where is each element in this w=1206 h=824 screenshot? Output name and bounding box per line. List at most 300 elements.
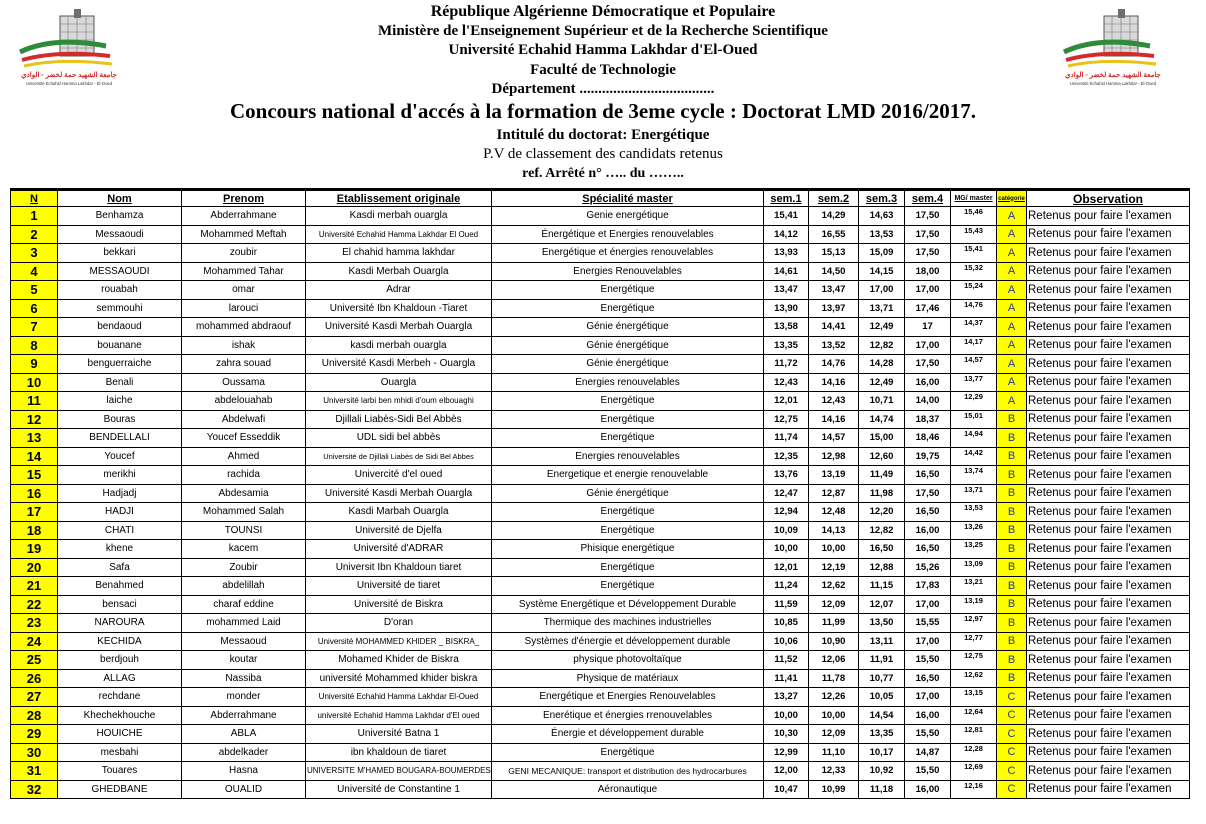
etablissement-cell: Mohamed Khider de Biskra [306, 651, 492, 670]
sem2-cell: 14,41 [809, 318, 859, 337]
ref-line: ref. Arrêté n° ….. du …….. [522, 166, 684, 181]
sem4-cell: 17 [905, 318, 951, 337]
observation-cell: Retenus pour faire l'examen [1027, 336, 1190, 355]
specialite-cell: Energétique [492, 281, 764, 300]
rank-cell: 25 [11, 651, 58, 670]
nom-cell: bouanane [58, 336, 182, 355]
rank-cell: 8 [11, 336, 58, 355]
prenom-cell: Nassiba [182, 669, 306, 688]
rank-cell: 21 [11, 577, 58, 596]
nom-cell: laiche [58, 392, 182, 411]
mg-master-cell: 13,74 [951, 466, 997, 485]
nom-cell: semmouhi [58, 299, 182, 318]
rank-cell: 15 [11, 466, 58, 485]
nom-cell: GHEDBANE [58, 780, 182, 799]
categorie-cell: B [997, 503, 1027, 522]
rank-cell: 13 [11, 429, 58, 448]
categorie-cell: B [997, 577, 1027, 596]
sem4-cell: 17,50 [905, 484, 951, 503]
sem1-cell: 10,47 [764, 780, 809, 799]
rank-cell: 20 [11, 558, 58, 577]
nom-cell: ALLAG [58, 669, 182, 688]
table-row [11, 762, 1190, 781]
sem1-cell: 13,27 [764, 688, 809, 707]
sem4-cell: 18,00 [905, 262, 951, 281]
etablissement-cell: Univercité d'el oued [306, 466, 492, 485]
sem2-cell: 15,13 [809, 244, 859, 263]
university-title: Université Echahid Hamma Lakhdar d'El-Oued [448, 42, 758, 58]
rank-cell: 23 [11, 614, 58, 633]
prenom-cell: Oussama [182, 373, 306, 392]
mg-master-cell: 12,97 [951, 614, 997, 633]
table-row [11, 614, 1190, 633]
table-row [11, 392, 1190, 411]
mg-master-cell: 13,71 [951, 484, 997, 503]
pv-title: P.V de classement des candidats retenus [483, 146, 723, 162]
prenom-cell: Ahmed [182, 447, 306, 466]
observation-cell: Retenus pour faire l'examen [1027, 466, 1190, 485]
sem1-cell: 13,58 [764, 318, 809, 337]
etablissement-cell: Université de Djelfa [306, 521, 492, 540]
etablissement-cell: Université de Biskra [306, 595, 492, 614]
sem3-cell: 12,82 [859, 336, 905, 355]
etablissement-cell: Université Batna 1 [306, 725, 492, 744]
mg-master-cell: 14,17 [951, 336, 997, 355]
sem4-cell: 17,46 [905, 299, 951, 318]
table-row [11, 725, 1190, 744]
sem2-cell: 10,00 [809, 706, 859, 725]
sem3-cell: 14,28 [859, 355, 905, 374]
sem1-cell: 13,90 [764, 299, 809, 318]
nom-cell: mesbahi [58, 743, 182, 762]
specialite-cell: Energetique et energie renouvelable [492, 466, 764, 485]
specialite-cell: Energétique [492, 410, 764, 429]
sem3-cell: 11,91 [859, 651, 905, 670]
nom-cell: Youcef [58, 447, 182, 466]
table-row [11, 632, 1190, 651]
observation-cell: Retenus pour faire l'examen [1027, 244, 1190, 263]
prenom-cell: Abderrahmane [182, 706, 306, 725]
mg-master-cell: 14,57 [951, 355, 997, 374]
specialite-cell: Génie énergétique [492, 336, 764, 355]
prenom-cell: ABLA [182, 725, 306, 744]
specialite-cell: Systèmes d'énergie et développement durable [492, 632, 764, 651]
sem1-cell: 13,76 [764, 466, 809, 485]
sem1-cell: 11,74 [764, 429, 809, 448]
sem4-cell: 17,50 [905, 244, 951, 263]
sem1-cell: 13,93 [764, 244, 809, 263]
sem2-cell: 14,16 [809, 373, 859, 392]
sem3-cell: 13,11 [859, 632, 905, 651]
rank-cell: 9 [11, 355, 58, 374]
rank-cell: 17 [11, 503, 58, 522]
sem1-cell: 11,24 [764, 577, 809, 596]
ministry-title: Ministère de l'Enseignement Supérieur et de la Recherche Scientifique [378, 23, 828, 39]
sem1-cell: 12,43 [764, 373, 809, 392]
specialite-cell: Energétique [492, 743, 764, 762]
sem1-cell: 14,12 [764, 225, 809, 244]
sem4-cell: 16,50 [905, 540, 951, 559]
col-header-mg-master: MG/ master [951, 190, 997, 207]
categorie-cell: B [997, 614, 1027, 633]
sem2-cell: 14,57 [809, 429, 859, 448]
table-row [11, 484, 1190, 503]
sem1-cell: 15,41 [764, 207, 809, 226]
rank-cell: 14 [11, 447, 58, 466]
nom-cell: HADJI [58, 503, 182, 522]
sem2-cell: 13,97 [809, 299, 859, 318]
sem3-cell: 17,00 [859, 281, 905, 300]
observation-cell: Retenus pour faire l'examen [1027, 299, 1190, 318]
specialite-cell: Aéronautique [492, 780, 764, 799]
sem2-cell: 12,33 [809, 762, 859, 781]
observation-cell: Retenus pour faire l'examen [1027, 225, 1190, 244]
rank-cell: 10 [11, 373, 58, 392]
categorie-cell: B [997, 410, 1027, 429]
col-header-sem1: sem.1 [764, 190, 809, 207]
observation-cell: Retenus pour faire l'examen [1027, 392, 1190, 411]
sem3-cell: 11,49 [859, 466, 905, 485]
observation-cell: Retenus pour faire l'examen [1027, 262, 1190, 281]
sem4-cell: 15,50 [905, 651, 951, 670]
etablissement-cell: D'oran [306, 614, 492, 633]
table-row [11, 521, 1190, 540]
sem2-cell: 12,48 [809, 503, 859, 522]
observation-cell: Retenus pour faire l'examen [1027, 780, 1190, 799]
faculty-title: Faculté de Technologie [530, 62, 676, 78]
rank-cell: 26 [11, 669, 58, 688]
sem1-cell: 10,00 [764, 706, 809, 725]
rank-cell: 29 [11, 725, 58, 744]
observation-cell: Retenus pour faire l'examen [1027, 669, 1190, 688]
col-header-sem2: sem.2 [809, 190, 859, 207]
prenom-cell: abdelkader [182, 743, 306, 762]
observation-cell: Retenus pour faire l'examen [1027, 725, 1190, 744]
sem4-cell: 17,00 [905, 281, 951, 300]
observation-cell: Retenus pour faire l'examen [1027, 410, 1190, 429]
specialite-cell: Système Energétique et Développement Durable [492, 595, 764, 614]
sem4-cell: 17,00 [905, 632, 951, 651]
observation-cell: Retenus pour faire l'examen [1027, 355, 1190, 374]
sem4-cell: 18,37 [905, 410, 951, 429]
table-row [11, 651, 1190, 670]
table-row [11, 207, 1190, 226]
mg-master-cell: 15,01 [951, 410, 997, 429]
mg-master-cell: 13,53 [951, 503, 997, 522]
nom-cell: HOUICHE [58, 725, 182, 744]
sem3-cell: 12,60 [859, 447, 905, 466]
specialite-cell: Energétique et Energies Renouvelables [492, 688, 764, 707]
sem3-cell: 11,98 [859, 484, 905, 503]
mg-master-cell: 13,09 [951, 558, 997, 577]
etablissement-cell: Université Kasdi Merbah Ouargla [306, 484, 492, 503]
sem1-cell: 13,35 [764, 336, 809, 355]
table-row [11, 466, 1190, 485]
categorie-cell: B [997, 651, 1027, 670]
etablissement-cell: Djillali Liabès-Sidi Bel Abbès [306, 410, 492, 429]
prenom-cell: koutar [182, 651, 306, 670]
rank-cell: 30 [11, 743, 58, 762]
table-row [11, 669, 1190, 688]
sem2-cell: 12,06 [809, 651, 859, 670]
sem3-cell: 10,05 [859, 688, 905, 707]
specialite-cell: Physique de matériaux [492, 669, 764, 688]
col-header-specialite: Spécialité master [492, 190, 764, 207]
sem4-cell: 17,00 [905, 595, 951, 614]
department-line: Département .................................... [491, 81, 715, 97]
etablissement-cell: Kasdi Marbah Ouargla [306, 503, 492, 522]
specialite-cell: Energétique [492, 299, 764, 318]
categorie-cell: B [997, 521, 1027, 540]
col-header-n: N [11, 190, 58, 207]
etablissement-cell: Université Ibn Khaldoun -Tiaret [306, 299, 492, 318]
table-row [11, 410, 1190, 429]
table-row [11, 540, 1190, 559]
prenom-cell: mohammed abdraouf [182, 318, 306, 337]
logo-arabic-text: جامعة الشهيد حمة لخضر - الوادي [21, 72, 117, 79]
logo-latin-text: Université Echahid Hamma Lakhdar - El-Oued [25, 81, 113, 86]
prenom-cell: Messaoud [182, 632, 306, 651]
sem3-cell: 13,53 [859, 225, 905, 244]
sem4-cell: 16,50 [905, 466, 951, 485]
nom-cell: Hadjadj [58, 484, 182, 503]
nom-cell: Benhamza [58, 207, 182, 226]
table-row [11, 336, 1190, 355]
specialite-cell: Genie energétique [492, 207, 764, 226]
etablissement-cell: El chahid hamma lakhdar [306, 244, 492, 263]
categorie-cell: A [997, 262, 1027, 281]
observation-cell: Retenus pour faire l'examen [1027, 743, 1190, 762]
sem1-cell: 11,52 [764, 651, 809, 670]
observation-cell: Retenus pour faire l'examen [1027, 318, 1190, 337]
sem4-cell: 16,50 [905, 669, 951, 688]
observation-cell: Retenus pour faire l'examen [1027, 632, 1190, 651]
table-row [11, 577, 1190, 596]
logo-arabic-text: جامعة الشهيد حمة لخضر - الوادي [1065, 72, 1161, 79]
categorie-cell: B [997, 429, 1027, 448]
sem3-cell: 12,88 [859, 558, 905, 577]
mg-master-cell: 12,77 [951, 632, 997, 651]
mg-master-cell: 12,62 [951, 669, 997, 688]
col-header-prenom: Prenom [182, 190, 306, 207]
specialite-cell: Energétique et énergies renouvelables [492, 244, 764, 263]
categorie-cell: B [997, 466, 1027, 485]
sem1-cell: 12,00 [764, 762, 809, 781]
nom-cell: benguerraiche [58, 355, 182, 374]
prenom-cell: Hasna [182, 762, 306, 781]
etablissement-cell: Université de Constantine 1 [306, 780, 492, 799]
sem4-cell: 14,87 [905, 743, 951, 762]
mg-master-cell: 14,94 [951, 429, 997, 448]
categorie-cell: C [997, 780, 1027, 799]
specialite-cell: Energétique [492, 558, 764, 577]
sem2-cell: 14,29 [809, 207, 859, 226]
document-title: Concours national d'accés à la formation de 3eme cycle : Doctorat LMD 2016/2017. [230, 99, 976, 123]
sem1-cell: 10,00 [764, 540, 809, 559]
sem4-cell: 17,50 [905, 225, 951, 244]
table-row [11, 244, 1190, 263]
nom-cell: Bouras [58, 410, 182, 429]
etablissement-cell: université Mohammed khider biskra [306, 669, 492, 688]
etablissement-cell: Kasdi Merbah Ouargla [306, 262, 492, 281]
nom-cell: MESSAOUDI [58, 262, 182, 281]
observation-cell: Retenus pour faire l'examen [1027, 688, 1190, 707]
categorie-cell: C [997, 688, 1027, 707]
table-row [11, 558, 1190, 577]
nom-cell: bendaoud [58, 318, 182, 337]
nom-cell: KECHIDA [58, 632, 182, 651]
categorie-cell: C [997, 743, 1027, 762]
specialite-cell: Énergie et développement durable [492, 725, 764, 744]
table-row [11, 355, 1190, 374]
specialite-cell: Energétique [492, 429, 764, 448]
observation-cell: Retenus pour faire l'examen [1027, 447, 1190, 466]
rank-cell: 32 [11, 780, 58, 799]
sem1-cell: 10,06 [764, 632, 809, 651]
etablissement-cell: Université de Djillali Liabès de Sidi Bel Abbes [306, 447, 492, 466]
sem2-cell: 14,13 [809, 521, 859, 540]
sem3-cell: 13,35 [859, 725, 905, 744]
observation-cell: Retenus pour faire l'examen [1027, 503, 1190, 522]
rank-cell: 12 [11, 410, 58, 429]
sem1-cell: 10,09 [764, 521, 809, 540]
col-header-observation: Observation [1027, 190, 1190, 207]
categorie-cell: B [997, 540, 1027, 559]
sem2-cell: 12,62 [809, 577, 859, 596]
observation-cell: Retenus pour faire l'examen [1027, 207, 1190, 226]
mg-master-cell: 14,37 [951, 318, 997, 337]
categorie-cell: A [997, 318, 1027, 337]
categorie-cell: A [997, 207, 1027, 226]
nom-cell: rouabah [58, 281, 182, 300]
sem4-cell: 16,50 [905, 503, 951, 522]
etablissement-cell: Université larbi ben mhidi d'oum elbouaghi [306, 392, 492, 411]
mg-master-cell: 15,41 [951, 244, 997, 263]
table-row [11, 503, 1190, 522]
sem1-cell: 12,75 [764, 410, 809, 429]
sem2-cell: 13,52 [809, 336, 859, 355]
etablissement-cell: Université Kasdi Merbeh - Ouargla [306, 355, 492, 374]
sem3-cell: 15,09 [859, 244, 905, 263]
sem2-cell: 12,09 [809, 595, 859, 614]
sem4-cell: 16,00 [905, 521, 951, 540]
nom-cell: Touares [58, 762, 182, 781]
observation-cell: Retenus pour faire l'examen [1027, 595, 1190, 614]
mg-master-cell: 13,25 [951, 540, 997, 559]
sem3-cell: 12,49 [859, 373, 905, 392]
observation-cell: Retenus pour faire l'examen [1027, 540, 1190, 559]
sem3-cell: 15,00 [859, 429, 905, 448]
observation-cell: Retenus pour faire l'examen [1027, 577, 1190, 596]
categorie-cell: B [997, 595, 1027, 614]
table-row [11, 595, 1190, 614]
table-row [11, 706, 1190, 725]
sem2-cell: 14,50 [809, 262, 859, 281]
categorie-cell: A [997, 373, 1027, 392]
specialite-cell: Enerétique et énergies rrenouvelables [492, 706, 764, 725]
sem2-cell: 12,87 [809, 484, 859, 503]
rank-cell: 31 [11, 762, 58, 781]
sem4-cell: 16,00 [905, 706, 951, 725]
specialite-cell: Génie énergétique [492, 484, 764, 503]
rank-cell: 7 [11, 318, 58, 337]
observation-cell: Retenus pour faire l'examen [1027, 429, 1190, 448]
sem1-cell: 12,01 [764, 392, 809, 411]
table-row [11, 780, 1190, 799]
etablissement-cell: Adrar [306, 281, 492, 300]
nom-cell: BENDELLALI [58, 429, 182, 448]
sem2-cell: 12,43 [809, 392, 859, 411]
table-row [11, 447, 1190, 466]
nom-cell: merikhi [58, 466, 182, 485]
sem4-cell: 15,50 [905, 762, 951, 781]
col-header-nom: Nom [58, 190, 182, 207]
table-row [11, 743, 1190, 762]
prenom-cell: charaf eddine [182, 595, 306, 614]
sem1-cell: 12,99 [764, 743, 809, 762]
rank-cell: 4 [11, 262, 58, 281]
categorie-cell: C [997, 762, 1027, 781]
sem2-cell: 11,99 [809, 614, 859, 633]
observation-cell: Retenus pour faire l'examen [1027, 521, 1190, 540]
sem1-cell: 13,47 [764, 281, 809, 300]
sem4-cell: 19,75 [905, 447, 951, 466]
specialite-cell: Thermique des machines industrielles [492, 614, 764, 633]
logo-latin-text: Université Echahid Hamma Lakhdar - El-Oued [1069, 81, 1157, 86]
specialite-cell: Energies renouvelables [492, 373, 764, 392]
categorie-cell: A [997, 225, 1027, 244]
categorie-cell: B [997, 632, 1027, 651]
specialite-cell: Energies Renouvelables [492, 262, 764, 281]
sem4-cell: 18,46 [905, 429, 951, 448]
categorie-cell: A [997, 281, 1027, 300]
etablissement-cell: Université de tiaret [306, 577, 492, 596]
sem3-cell: 10,71 [859, 392, 905, 411]
mg-master-cell: 13,21 [951, 577, 997, 596]
nom-cell: khene [58, 540, 182, 559]
categorie-cell: B [997, 447, 1027, 466]
sem3-cell: 14,63 [859, 207, 905, 226]
nom-cell: Messaoudi [58, 225, 182, 244]
observation-cell: Retenus pour faire l'examen [1027, 373, 1190, 392]
specialite-cell: Energétique [492, 392, 764, 411]
mg-master-cell: 12,81 [951, 725, 997, 744]
sem3-cell: 12,49 [859, 318, 905, 337]
prenom-cell: Abderrahmane [182, 207, 306, 226]
nom-cell: berdjouh [58, 651, 182, 670]
prenom-cell: Zoubir [182, 558, 306, 577]
prenom-cell: Mohammed Tahar [182, 262, 306, 281]
rank-cell: 28 [11, 706, 58, 725]
col-header-etablissement: Etablissement originale [306, 190, 492, 207]
rank-cell: 18 [11, 521, 58, 540]
col-header-categorie: catégorie [997, 190, 1027, 207]
sem2-cell: 12,26 [809, 688, 859, 707]
prenom-cell: Mohammed Salah [182, 503, 306, 522]
sem2-cell: 10,90 [809, 632, 859, 651]
prenom-cell: kacem [182, 540, 306, 559]
sem4-cell: 17,00 [905, 688, 951, 707]
sem1-cell: 12,94 [764, 503, 809, 522]
etablissement-cell: Universit Ibn Khaldoun tiaret [306, 558, 492, 577]
sem3-cell: 13,50 [859, 614, 905, 633]
sem2-cell: 14,76 [809, 355, 859, 374]
prenom-cell: zoubir [182, 244, 306, 263]
mg-master-cell: 15,24 [951, 281, 997, 300]
categorie-cell: A [997, 244, 1027, 263]
prenom-cell: larouci [182, 299, 306, 318]
mg-master-cell: 12,75 [951, 651, 997, 670]
